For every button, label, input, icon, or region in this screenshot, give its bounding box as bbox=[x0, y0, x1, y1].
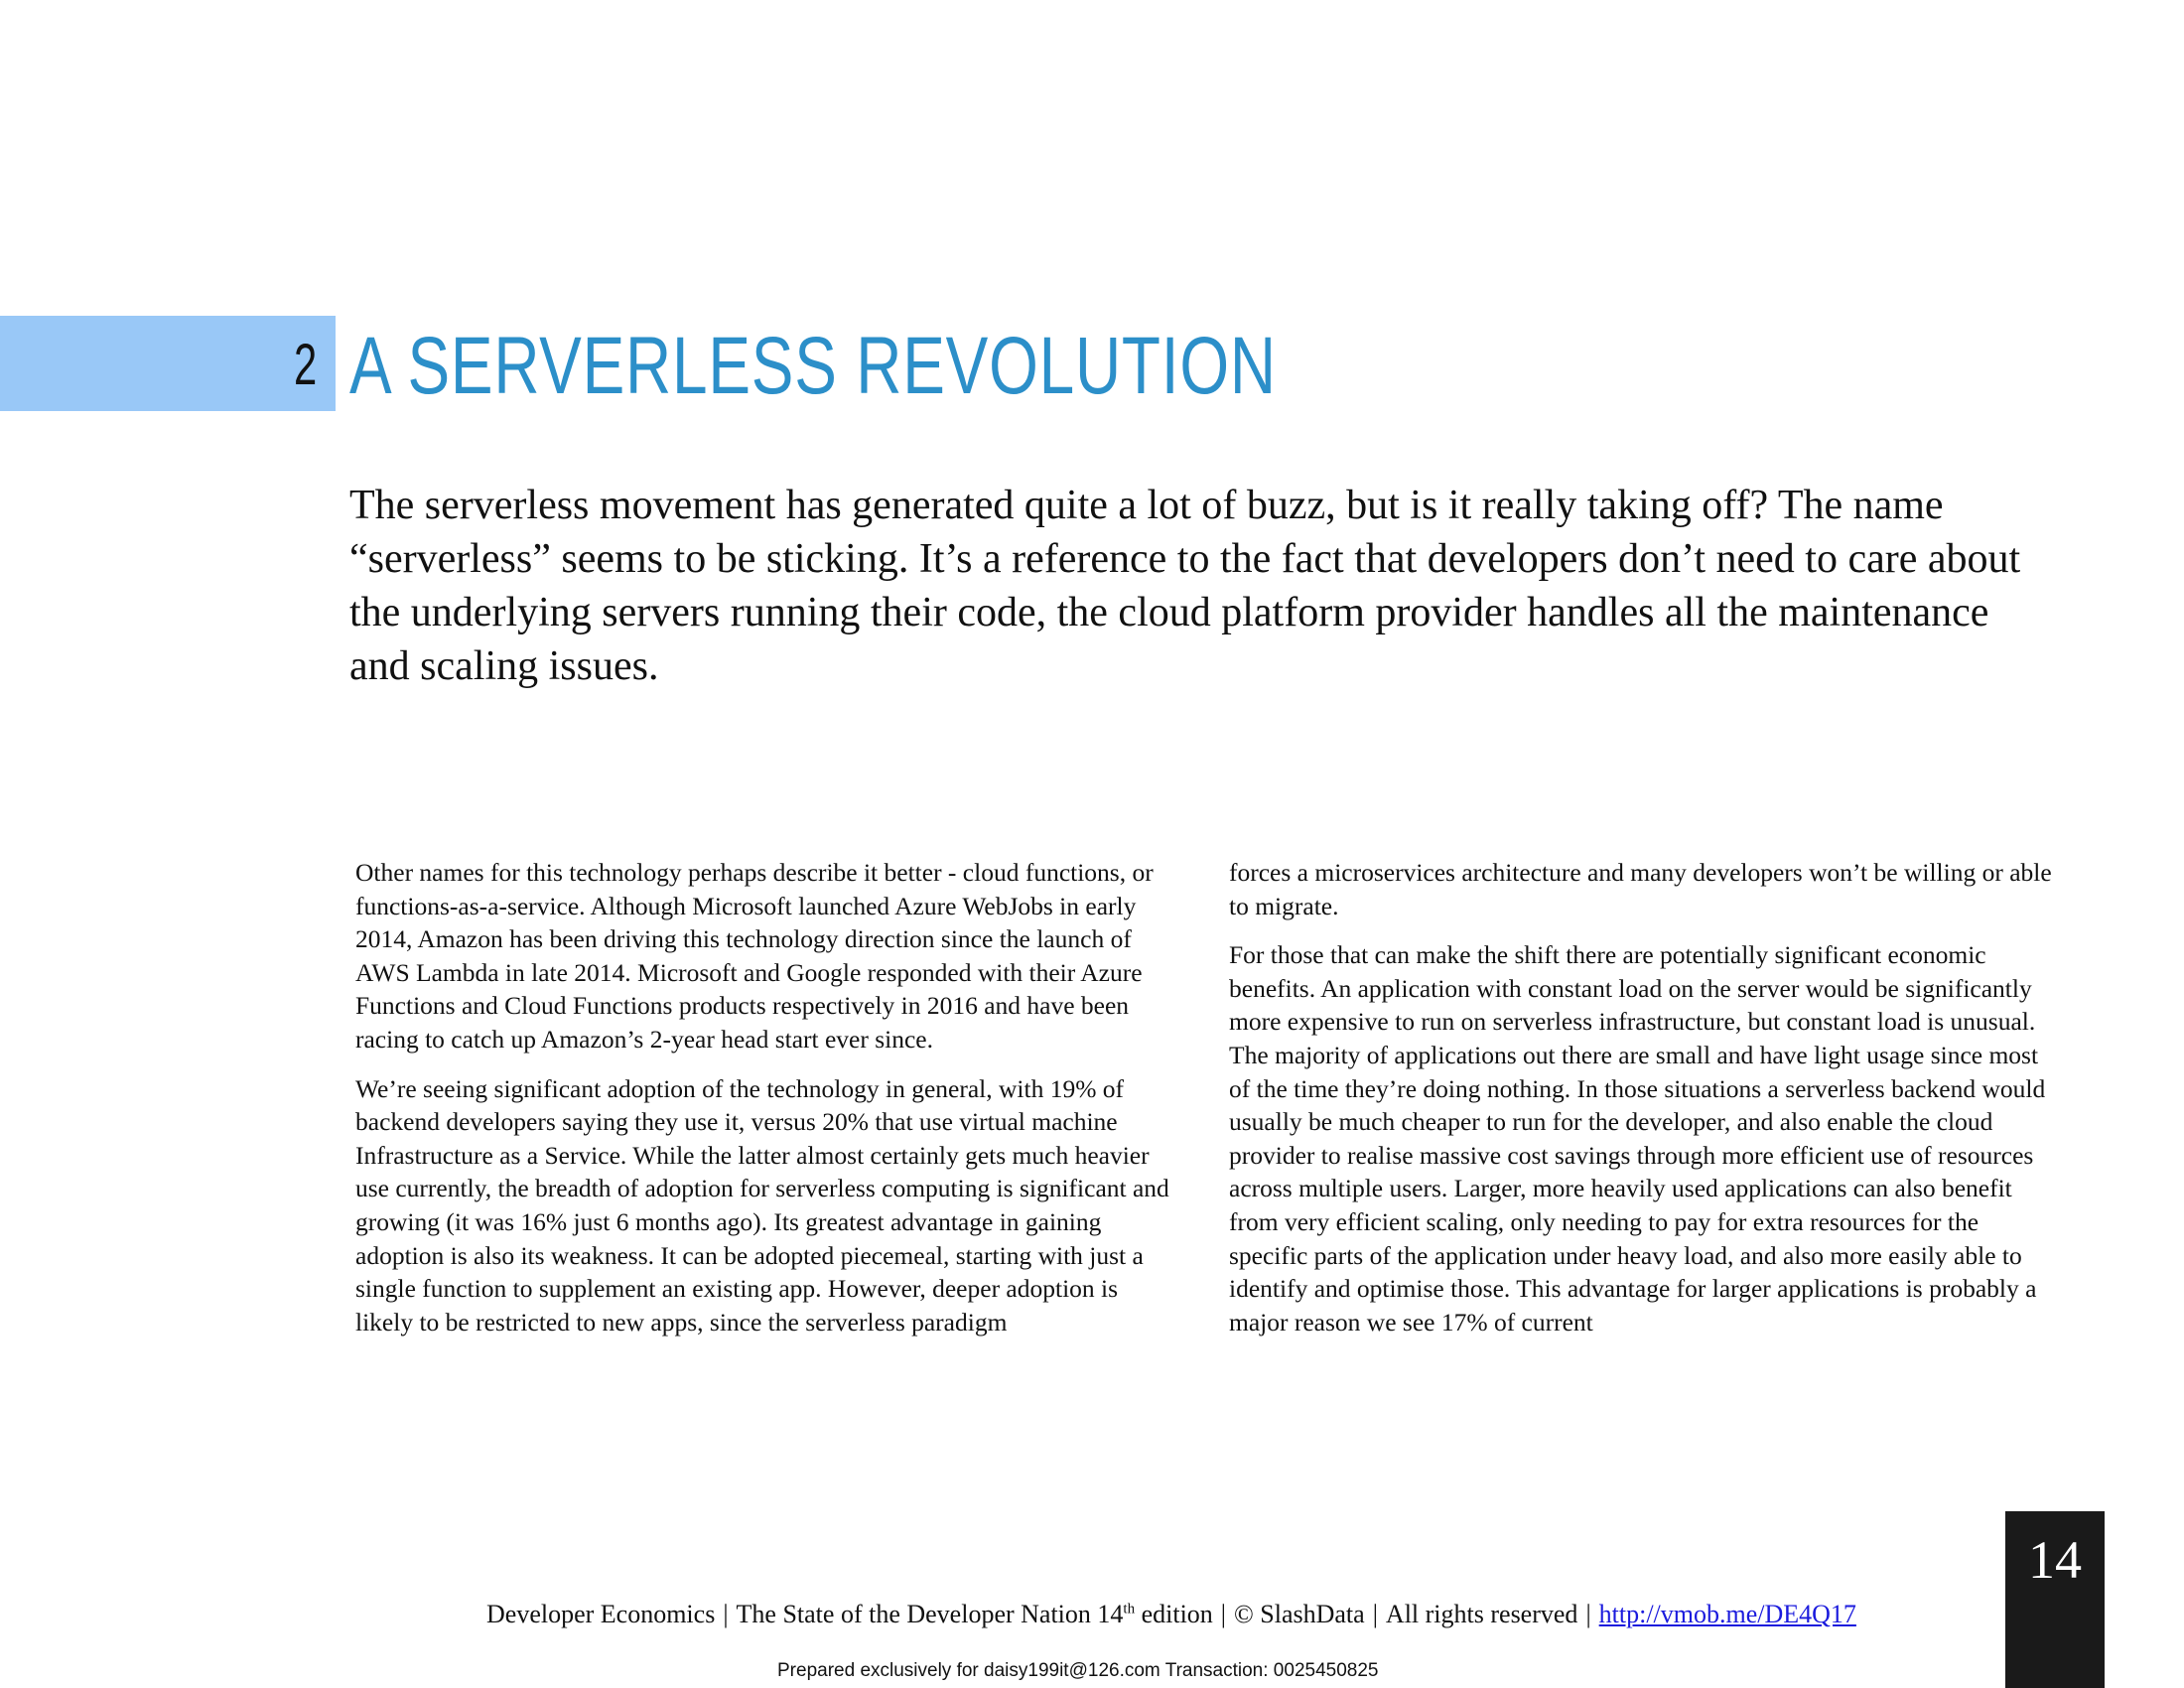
footer-publication: Developer Economics bbox=[486, 1600, 716, 1628]
footer-rights: All rights reserved bbox=[1385, 1600, 1578, 1628]
footer-edition-suffix: edition bbox=[1135, 1600, 1213, 1628]
body-paragraph: We’re seeing significant adoption of the technology in general, with 19% of backend developers saying they use it, versus 20% that use virtual machine Infrastructure as a Service. While the latter almost certainly gets much heavier use currently, the breadth of adoption for serverless computing is significant and growing (it was 16% just 6 months ago). Its greatest advantage in gaining adoption is also its weakness. It can be adopted piecemeal, starting with just a single function to supplement an existing app. However, deeper adoption is likely to be restricted to new apps, since the serverless paradigm bbox=[355, 1073, 1169, 1336]
page-number: 14 bbox=[2028, 1530, 2082, 1590]
footer-separator: | bbox=[723, 1600, 729, 1628]
footer-edition-sup: th bbox=[1123, 1601, 1136, 1618]
section-band bbox=[0, 316, 336, 411]
footer-copyright: © SlashData bbox=[1234, 1600, 1365, 1628]
body-column-left bbox=[355, 856, 1169, 1354]
footer-separator: | bbox=[1372, 1600, 1378, 1628]
body-paragraph: For those that can make the shift there are potentially significant economic benefits. An application with constant load on the server would be significantly more expensive to run on serverless infrastructure, but constant load is unusual. The majority of applications out there are small and have light usage since most of the time they’re doing nothing. In those situations a serverless backend would usually be much cheaper to run for the developer, and also enable the cloud provider to realise massive cost savings through more efficient use of resources across multiple users. Larger, more heavily used applications can also benefit from very efficient scaling, only needing to pay for extra resources for the specific parts of the application under heavy load, and also more easily able to identify and optimise those. This advantage for larger applications is probably a major reason we see 17% of current bbox=[1229, 940, 2046, 1336]
body-column-right bbox=[1229, 856, 2053, 1354]
body-paragraph: Other names for this technology perhaps describe it better - cloud functions, or functions-as-a-service. Although Microsoft launched Azure WebJobs in early 2014, Amazon has been driving this technology direction since the launch of AWS Lambda in late 2014. Microsoft and Google responded with their Azure Functions and Cloud Functions products respectively in 2016 and have been racing to catch up Amazon’s 2-year head start ever since. bbox=[355, 858, 1154, 1054]
body-paragraph: forces a microservices architecture and many developers won’t be willing or able to migrate. bbox=[1229, 858, 2052, 920]
section-title: A SERVERLESS REVOLUTION bbox=[349, 321, 1277, 411]
footer-edition bbox=[737, 1600, 1213, 1628]
footer-separator: | bbox=[1220, 1600, 1227, 1628]
intro-paragraph: The serverless movement has generated quite a lot of buzz, but is it really taking off? The name “serverless” seems to be sticking. It’s a reference to the fact that developers don’t need to care about the underlying servers running their code, the cloud platform provider handles all the maintenance and scaling issues. bbox=[349, 483, 2021, 689]
footer-link[interactable]: http://vmob.me/DE4Q17 bbox=[1598, 1600, 1856, 1628]
section-number: 2 bbox=[294, 333, 318, 397]
prepared-for-notice: Prepared exclusively for daisy199it@126.com Transaction: 0025450825 bbox=[777, 1660, 1379, 1681]
footer-separator: | bbox=[1585, 1600, 1591, 1628]
footer bbox=[486, 1600, 1856, 1629]
footer-edition-prefix: The State of the Developer Nation 14 bbox=[736, 1600, 1124, 1628]
